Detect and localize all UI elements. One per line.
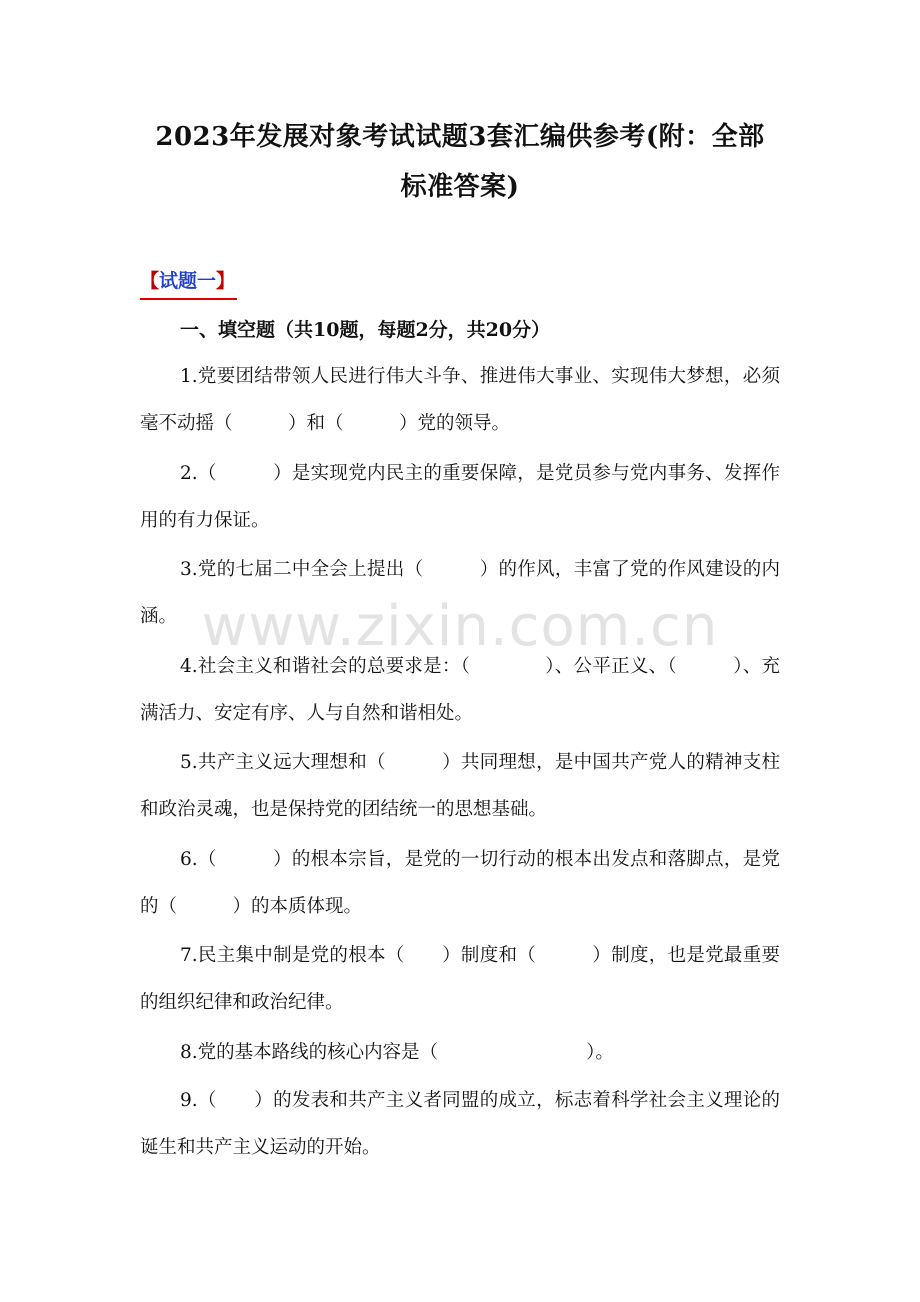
question-4: 4.社会主义和谐社会的总要求是：（ ）、公平正义、（ ）、充满活力、安定有序、人与自然和谐相处。 <box>140 656 780 724</box>
watermark: www.zixin.com.cn <box>201 594 719 659</box>
question-9: 9.（ ）的发表和共产主义者同盟的成立，标志着科学社会主义理论的诞生和共产主义运动的开始。 <box>140 1090 780 1158</box>
bracket-right: 】 <box>216 270 236 292</box>
question-1: 1.党要团结带领人民进行伟大斗争、推进伟大事业、实现伟大梦想，必须毫不动摇（ ）和（ ）党的领导。 <box>140 366 780 434</box>
section-link[interactable] <box>140 266 235 296</box>
title-line-2: 标准答案) <box>400 172 520 202</box>
section-link-text[interactable]: 试题一 <box>159 270 217 292</box>
title-line-1: 2023年发展对象考试试题3套汇编供参考(附：全部 <box>155 122 765 152</box>
question-2: 2.（ ）是实现党内民主的重要保障，是党员参与党内事务、发挥作用的有力保证。 <box>140 463 780 531</box>
question-5: 5.共产主义远大理想和（ ）共同理想，是中国共产党人的精神支柱和政治灵魂，也是保持党的团结统一的思想基础。 <box>140 752 780 820</box>
section-heading: 一、填空题（共10题，每题2分，共20分） <box>180 319 551 341</box>
question-8: 8.党的基本路线的核心内容是（ ）。 <box>180 1042 614 1063</box>
question-3: 3.党的七届二中全会上提出（ ）的作风，丰富了党的作风建设的内涵。 <box>140 559 780 627</box>
question-6: 6.（ ）的根本宗旨，是党的一切行动的根本出发点和落脚点，是党的（ ）的本质体现。 <box>140 849 780 917</box>
bracket-left: 【 <box>140 270 160 292</box>
document-title <box>120 112 800 212</box>
question-7: 7.民主集中制是党的根本（ ）制度和（ ）制度，也是党最重要的组织纪律和政治纪律。 <box>140 945 780 1013</box>
link-underline <box>140 298 237 300</box>
